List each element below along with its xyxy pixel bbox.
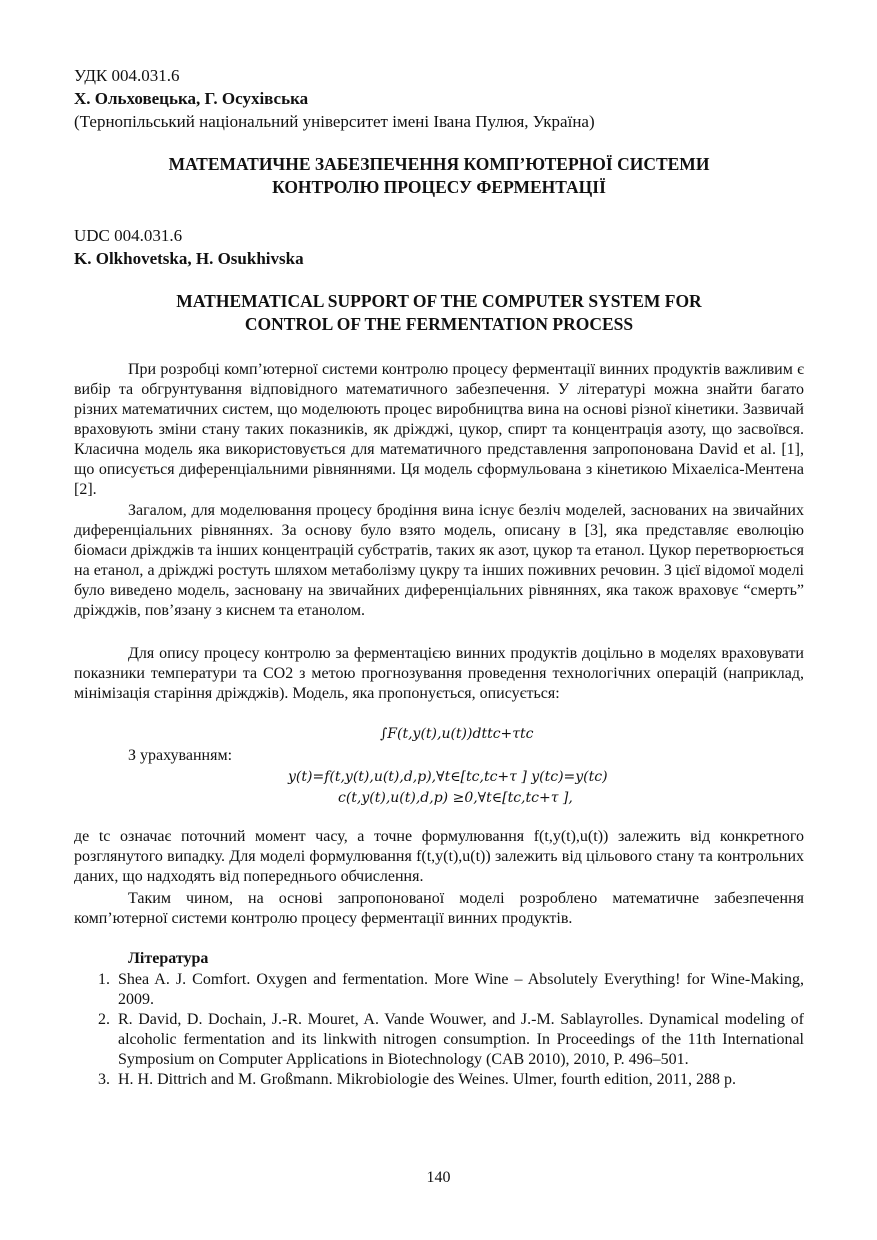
reference-text: H. H. Dittrich and M. Großmann. Mikrobiologie des Weines. Ulmer, fourth edition, 2011, 288 p. [118,1071,736,1088]
references-list [74,970,804,1090]
references-heading: Література [128,950,209,967]
reference-item [74,970,804,1010]
reference-number: 2. [98,1011,110,1028]
reference-text: R. David, D. Dochain, J.-R. Mouret, A. Vande Wouwer, and J.-M. Sablayrolles. Dynamical modeling of alcoholic fermentation and its linkwith nitrogen consumption. In Proceedings of the 11th International Symposium on Computer Applications in Biotechnology (CAB 2010), 2010, P. 496–501. [118,1011,804,1068]
paragraph-4: де tc означає поточний момент часу, а точне формулювання f(t,y(t),u(t)) залежить від конкретного розглянутого випадку. Для моделі формулювання f(t,y(t),u(t)) залежить від цільового стану та контрольних даних, що надходять від попереднього обчислення. [74,828,804,885]
reference-text: Shea A. J. Comfort. Oxygen and fermentation. More Wine – Absolutely Everything! for Wine-Making, 2009. [118,971,804,1008]
paragraph-2: Загалом, для моделювання процесу бродіння вина існує безліч моделей, заснованих на звичайних диференціальних рівняннях. За основу було взято модель, описану в [3], яка представляє еволюцію біомаси дріжджів та інших концентрацій субстратів, таких як азот, цукор та етанол. Цукор перетворюється на етанол, а дріжджі ростуть шляхом метаболізму цукру та інших поживних речовин. З цієї відомої моделі було виведено модель, засновану на звичайних диференціальних рівняннях, яка також враховує “смерть” дріжджів, пов’язану з киснем та етанолом. [74,502,804,619]
title-ua-line2: КОНТРОЛЮ ПРОЦЕСУ ФЕРМЕНТАЦІЇ [272,177,606,197]
formula-constraint-1: y(t)=f(t,y(t),u(t),d,p),∀t∈[tc,tc+τ ] y(tc)=y(tc) [288,769,608,785]
affiliation-ua: (Тернопільський національний університет імені Івана Пулюя, Україна) [74,112,595,131]
reference-number: 1. [98,971,110,988]
title-en-line2: CONTROL OF THE FERMENTATION PROCESS [244,314,634,334]
title-en-line1: MATHEMATICAL SUPPORT OF THE COMPUTER SYSTEM FOR [176,291,702,311]
title-en [74,290,804,336]
authors-ua: Х. Ольховецька, Г. Осухівська [74,89,309,108]
paragraph-1: При розробці комп’ютерної системи контролю процесу ферментації винних продуктів важливим є вибір та обгрунтування відповідного математичного забезпечення. У літературі можна знайти багато різних математичних систем, що моделюють процес виробництва вина на основі різної кінетики. Зазвичай враховують зміни стану таких показників, як дріжджі, цукор, спирт та концентрація азоту, що засвоївся. Класична модель яка використовується для математичного представлення запропонована David et al. [1], що описується диференціальними рівняннями. Ця модель сформульована з кінетикою Міхаеліса-Ментена [2]. [74,361,804,498]
formula-main: ∫F(t,y(t),u(t))dttc+τtc [380,726,534,742]
authors-en: K. Olkhovetska, H. Osukhivska [74,249,304,268]
with-label: З урахуванням: [128,747,233,764]
title-ua [74,153,804,199]
reference-item [74,1070,804,1090]
paragraph-5: Таким чином, на основі запропонованої моделі розроблено математичне забезпечення комп’ютерної системи контролю процесу ферментації винних продуктів. [74,890,804,927]
formula-constraint-2: c(t,y(t),u(t),d,p) ≥0,∀t∈[tc,tc+τ ], [338,790,573,806]
page-number: 140 [426,1169,451,1186]
udc-en: UDC 004.031.6 [74,226,183,245]
reference-item [74,1010,804,1070]
paragraph-3: Для опису процесу контролю за ферментацією винних продуктів доцільно в моделях враховувати показники температури та CO2 з метою прогнозування проведення технологічних операцій (наприклад, мінімізація старіння дріжджів). Модель, яка пропонується, описується: [74,645,804,702]
title-ua-line1: МАТЕМАТИЧНЕ ЗАБЕЗПЕЧЕННЯ КОМП’ЮТЕРНОЇ СИСТЕМИ [168,154,710,174]
reference-number: 3. [98,1071,110,1088]
udc-ua: УДК 004.031.6 [74,66,180,85]
